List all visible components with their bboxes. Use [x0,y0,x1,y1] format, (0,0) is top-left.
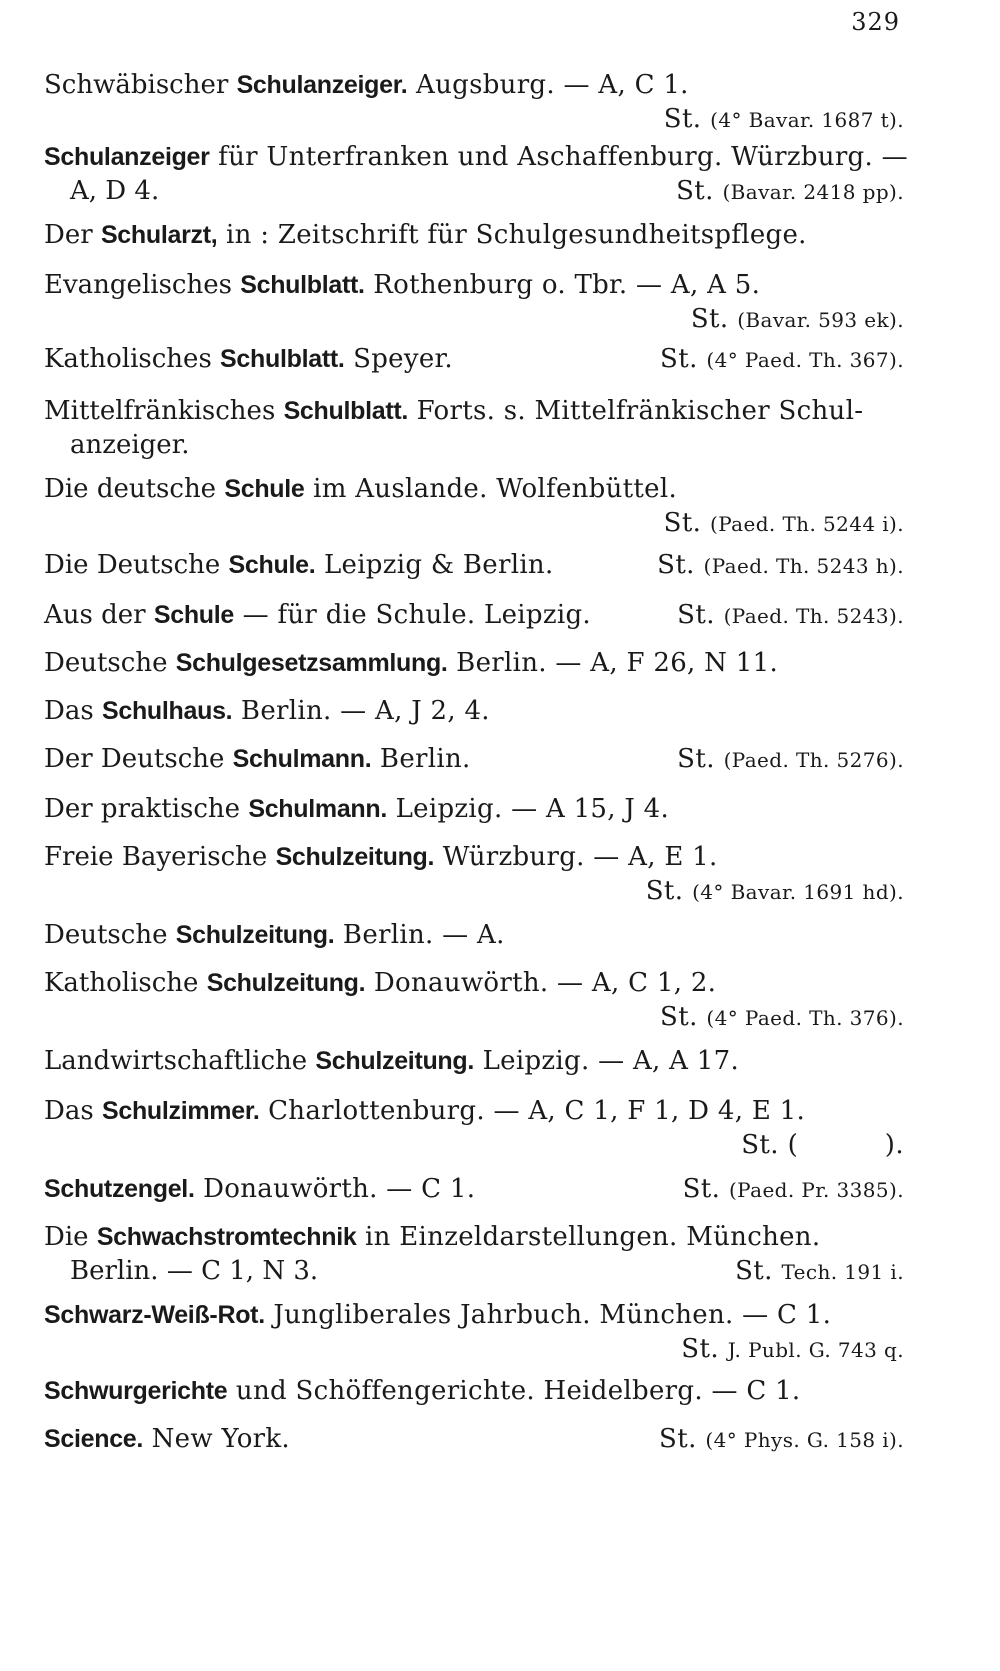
catalog-entry: Die Schwachstromtechnik in Einzeldarstellungen. München. Berlin. — C 1, N 3. St. Tech. 191 i. [44,1220,904,1289]
entry-title: Schulmann. [232,745,372,773]
shelfmark: St. (Paed. Th. 5243). [677,600,904,630]
entry-title: Schutzengel. [44,1175,195,1203]
catalog-entry: Schwäbischer Schulanzeiger. Augsburg. — A, C 1. St. (4° Bavar. 1687 t). [44,68,904,137]
entry-title: Schulblatt. [240,271,365,299]
catalog-entry: Schwarz-Weiß-Rot. Jungliberales Jahrbuch. München. — C 1. St. J. Publ. G. 743 q. [44,1298,904,1367]
catalog-entry: Die deutsche Schule im Auslande. Wolfenbüttel. St. (Paed. Th. 5244 i). [44,472,904,541]
shelfmark: St. (Bavar. 2418 pp). [676,176,904,206]
catalog-entry: Schutzengel. Donauwörth. — C 1. St. (Paed. Pr. 3385). [44,1172,904,1207]
entry-title: Schulblatt. [220,345,345,373]
catalog-entry: Der Deutsche Schulmann. Berlin. St. (Paed. Th. 5276). [44,742,904,777]
catalog-entry: Evangelisches Schulblatt. Rothenburg o. Tbr. — A, A 5. St. (Bavar. 593 ek). [44,268,904,337]
catalog-entry: Der praktische Schulmann. Leipzig. — A 15, J 4. [44,794,670,824]
page-number: 329 [851,8,900,36]
catalog-entry: Katholisches Schulblatt. Speyer. St. (4° Paed. Th. 367). [44,342,904,377]
entry-title: Schularzt, [100,221,218,249]
catalog-entry: Schulanzeiger für Unterfranken und Aschaffenburg. Würzburg. — A, D 4. St. (Bavar. 2418 pp). [44,140,904,209]
catalog-entry: Science. New York. St. (4° Phys. G. 158 i). [44,1422,904,1457]
shelfmark: St. (4° Paed. Th. 376). [660,1002,904,1032]
catalog-entry: Der Schularzt, in : Zeitschrift für Schulgesundheitspflege. [44,220,807,250]
entry-title: Schulzeitung. [275,843,435,871]
shelfmark: St. (Paed. Pr. 3385). [682,1174,904,1204]
shelfmark: St. (4° Bavar. 1687 t). [663,104,904,134]
shelfmark: St. Tech. 191 i. [735,1256,904,1286]
shelfmark: St. (Paed. Th. 5244 i). [663,508,904,538]
entry-title: Schulzeitung. [206,969,366,997]
catalog-entry: Landwirtschaftliche Schulzeitung. Leipzig. — A, A 17. [44,1046,740,1076]
entry-title: Schulanzeiger. [236,71,408,99]
entry-title: Science. [44,1425,144,1453]
catalog-entry: Deutsche Schulzeitung. Berlin. — A. [44,920,505,950]
entry-title: Schule [224,475,305,503]
catalog-entry: Mittelfränkisches Schulblatt. Forts. s. Mittelfränkischer Schul- anzeiger. [44,396,864,460]
shelfmark: St. ( ). [741,1130,904,1160]
entry-title: Schulblatt. [283,397,409,425]
shelfmark: St. (Paed. Th. 5276). [677,744,904,774]
catalog-entry: Das Schulzimmer. Charlottenburg. — A, C 1, F 1, D 4, E 1. St. ( ). [44,1096,904,1160]
entry-title: Schwarz-Weiß-Rot. [44,1301,265,1329]
catalog-entry: Aus der Schule — für die Schule. Leipzig. St. (Paed. Th. 5243). [44,598,904,633]
catalog-entry: Das Schulhaus. Berlin. — A, J 2, 4. [44,696,490,726]
entry-title: Schulhaus. [101,697,233,725]
entry-title: Schulzimmer. [101,1097,260,1125]
shelfmark: St. (4° Paed. Th. 367). [660,344,904,374]
catalog-entry: Deutsche Schulgesetzsammlung. Berlin. — A, F 26, N 11. [44,648,779,678]
shelfmark: St. J. Publ. G. 743 q. [681,1334,904,1364]
shelfmark: St. (4° Phys. G. 158 i). [659,1424,904,1454]
entry-title: Schulanzeiger [44,143,210,171]
shelfmark: St. (Bavar. 593 ek). [690,304,904,334]
shelfmark: St. (4° Bavar. 1691 hd). [645,876,904,906]
entry-title: Schule [153,601,235,629]
entry-title: Schwurgerichte [44,1377,228,1405]
catalog-entry: Schwurgerichte und Schöffengerichte. Heidelberg. — C 1. [44,1376,801,1406]
catalog-entry: Katholische Schulzeitung. Donauwörth. — A, C 1, 2. St. (4° Paed. Th. 376). [44,966,904,1035]
entry-title: Schulzeitung. [315,1047,475,1075]
entry-title: Schulmann. [248,795,388,823]
entry-title: Schulzeitung. [175,921,335,949]
shelfmark: St. (Paed. Th. 5243 h). [657,550,904,580]
catalog-entry: Freie Bayerische Schulzeitung. Würzburg. — A, E 1. St. (4° Bavar. 1691 hd). [44,840,904,909]
catalog-entry: Die Deutsche Schule. Leipzig & Berlin. St. (Paed. Th. 5243 h). [44,548,904,583]
entry-title: Schule. [228,551,316,579]
entry-title: Schwachstromtechnik [96,1223,357,1251]
entry-title: Schulgesetzsammlung. [175,649,448,677]
